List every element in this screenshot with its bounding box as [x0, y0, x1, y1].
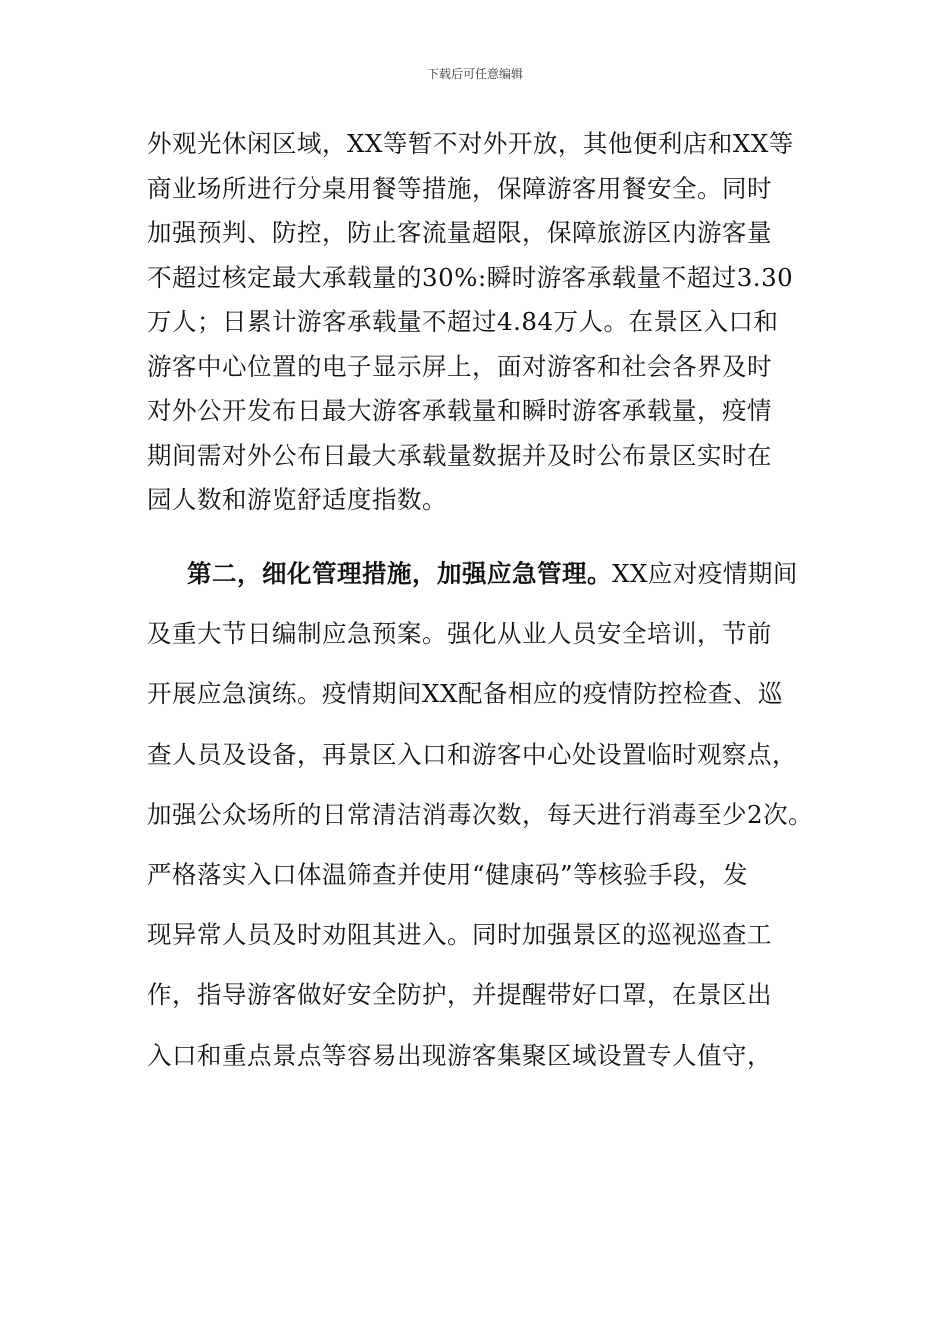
text-line: 查人员及设备，再景区入口和游客中心处设置临时观察点， [147, 739, 797, 769]
page-header: 下载后可任意编辑 [426, 67, 523, 81]
paragraph-emergency-management [147, 544, 827, 1086]
text-line: 万人；日累计游客承载量不超过4.84万人。在景区入口和 [147, 307, 779, 336]
text-line: 加强公众场所的日常清洁消毒次数，每天进行消毒至少2次。 [147, 799, 814, 829]
text-line: 商业场所进行分桌用餐等措施，保障游客用餐安全。同时 [147, 173, 772, 203]
text-line: 作，指导游客做好安全防护，并提醒带好口罩，在景区出 [147, 980, 772, 1010]
paragraph-first-line [147, 544, 827, 604]
text-line: 及重大节日编制应急预案。强化从业人员安全培训，节前 [147, 619, 772, 649]
text-line: 开展应急演练。疫情期间XX配备相应的疫情防控检查、巡 [147, 679, 783, 709]
text-line: 对外公开发布日最大游客承载量和瞬时游客承载量，疫情 [147, 396, 772, 425]
text-line: 不超过核定最大承载量的30%:瞬时游客承载量不超过3.30 [147, 262, 794, 292]
text-line: 入口和重点景点等容易出现游客集聚区域设置专人值守， [147, 1040, 772, 1070]
text-line: 游客中心位置的电子显示屏上，面对游客和社会各界及时 [147, 351, 772, 381]
text-line: 加强预判、防控，防止客流量超限，保障旅游区内游客量 [147, 218, 772, 247]
paragraph-visitor-capacity [147, 122, 827, 523]
text-line: 园人数和游览舒适度指数。 [147, 485, 447, 514]
text-line: 现异常人员及时劝阻其进入。同时加强景区的巡视巡查工 [147, 920, 772, 950]
paragraph-heading: 第二，细化管理措施，加强应急管理。 [187, 559, 612, 588]
text-line: 期间需对外公布日最大承载量数据并及时公布景区实时在 [147, 440, 772, 470]
text-line: 严格落实入口体温筛查并使用“健康码”等核验手段，发 [147, 859, 749, 889]
text-line: 外观光休闲区域，XX等暂不对外开放，其他便利店和XX等 [147, 129, 794, 158]
heading-continuation: XX应对疫情期间 [612, 559, 798, 588]
